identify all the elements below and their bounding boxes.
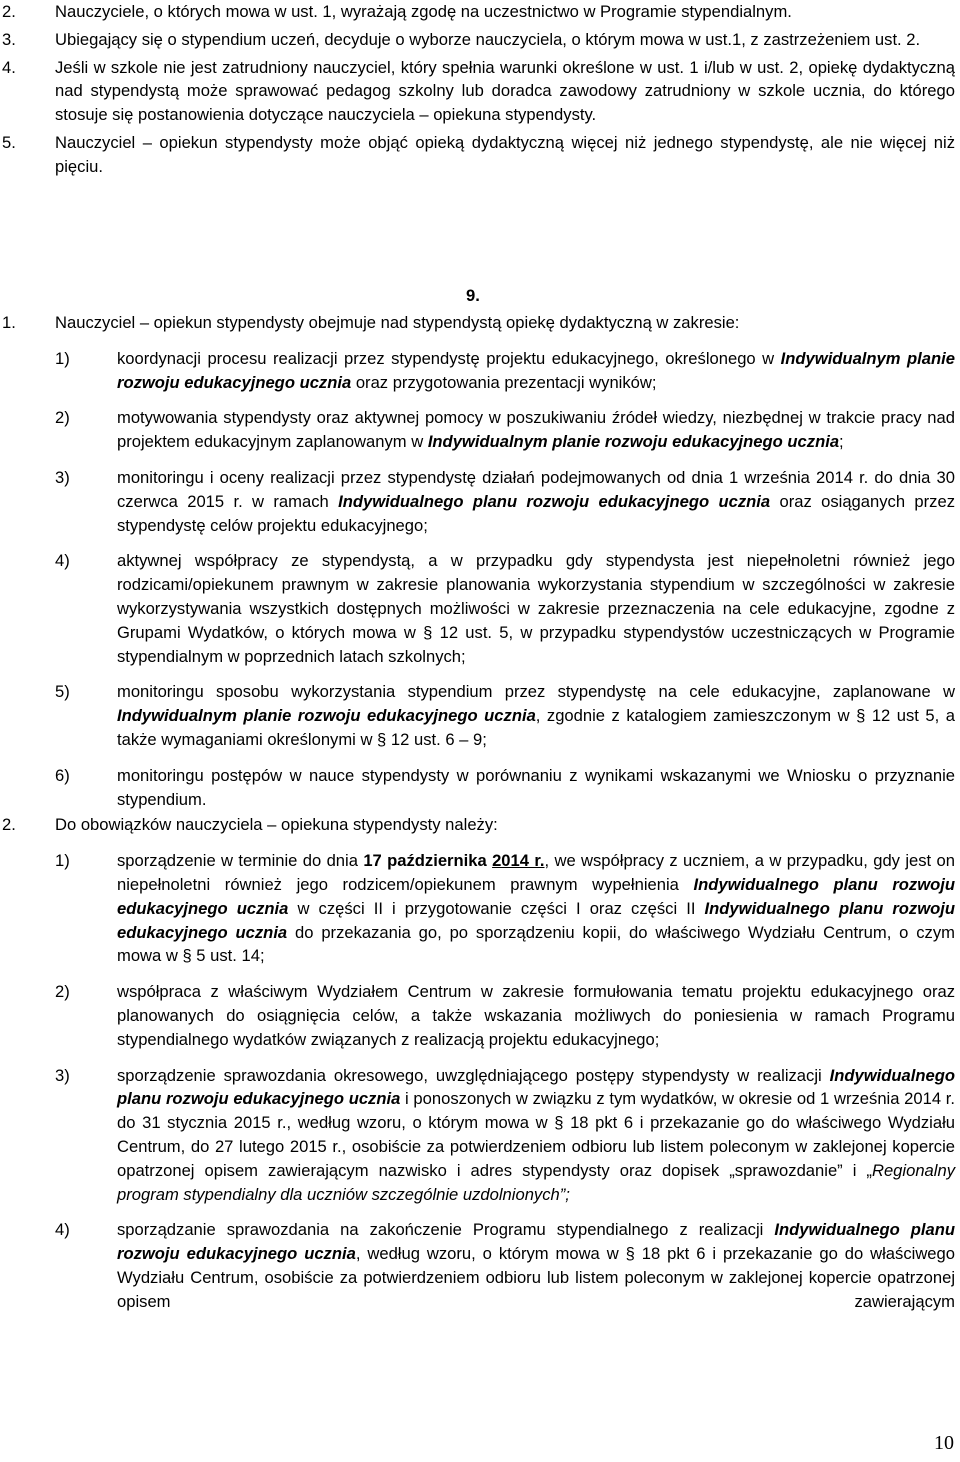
list-item xyxy=(55,680,955,751)
list-item xyxy=(55,466,955,537)
page-number: 10 xyxy=(934,1432,954,1454)
paragraph-text: Jeśli w szkole nie jest zatrudniony nauczyciel, który spełnia warunki określone w ust. 1 i/lub w ust. 2, opiekę dydaktyczną nad stypendystą może sprawować pedagog szkolny lub doradca zawodowy zatrudniony w szkole ucznia, do którego stosuje się postanowienia dotyczące nauczyciela – opiekuna stypendysty. xyxy=(55,57,955,125)
list-item xyxy=(55,1218,955,1313)
list-item-text: monitoringu postępów w nauce stypendysty w porównaniu z wynikami wskazanymi we Wniosku o przyznanie stypendium. xyxy=(117,765,955,809)
paragraph-number: 5. xyxy=(2,132,16,152)
paragraph-intro: Do obowiązków nauczyciela – opiekuna stypendysty należy: xyxy=(55,815,498,835)
paragraph-number: 3. xyxy=(2,29,16,49)
paragraph-intro: Nauczyciel – opiekun stypendysty obejmuje nad stypendystą opiekę dydaktyczną w zakresie: xyxy=(55,313,740,332)
list-item-text: monitoringu sposobu wykorzystania stypendium przez stypendystę na cele edukacyjne, zaplanowane w Indywidualnym planie rozwoju edukacyjnego ucznia, zgodnie z katalogiem zamieszczonym w § 12 ust 5, a także wymaganiami określonymi w § 12 ust. 6 – 9; xyxy=(117,682,955,749)
list-item-number: 4) xyxy=(55,1220,70,1240)
paragraph-text: Ubiegający się o stypendium uczeń, decyduje o wyborze nauczyciela, o którym mowa w ust.1, z zastrzeżeniem ust. 2. xyxy=(55,29,921,49)
list-item-text: sporządzenie w terminie do dnia 17 października 2014 r., we współpracy z uczniem, a w przypadku, gdy jest on niepełnoletni również jego rodzicem/opiekunem prawnym wypełnienia Indywidualnego planu rozwoju edukacyjnego ucznia w części II i przygotowanie części I oraz części II Indywidualnego planu rozwoju edukacyjnego ucznia do przekazania go, po sporządzeniu kopii, do właściwego Wydziału Centrum, o czym mowa w § 5 ust. 14; xyxy=(117,851,956,966)
list-item-text: sporządzanie sprawozdania na zakończenie Programu stypendialnego z realizacji Indywidualnego planu rozwoju edukacyjnego ucznia, według wzoru, o którym mowa w § 18 pkt 6 i przekazanie go do właściwego Wydziału Centrum, osobiście za potwierdzeniem odbioru lub listem poleconym w zaklejonej kopercie opatrzonej opisem zawierającym xyxy=(117,1220,955,1311)
list-item-text: monitoringu i oceny realizacji przez stypendystę działań podejmowanych od dnia 1 września 2014 r. do dnia 30 czerwca 2015 r. w ramach Indywidualnego planu rozwoju edukacyjnego ucznia oraz osiąganych przez stypendystę celów projektu edukacyjnego; xyxy=(117,467,956,535)
list-item-text: współpraca z właściwym Wydziałem Centrum w zakresie formułowania tematu projektu edukacyjnego oraz planowanych do osiągnięcia celów, a także wskazania możliwych do poniesienia w ramach Programu stypendialnego wydatków związanych z realizacją projektu edukacyjnego; xyxy=(117,982,955,1049)
list-item-number: 1) xyxy=(55,348,70,368)
paragraph-number: 2. xyxy=(2,815,16,835)
list-item-number: 5) xyxy=(55,682,70,702)
list-item xyxy=(55,980,955,1051)
section-9-body xyxy=(0,311,955,1313)
list-item-text: sporządzenie sprawozdania okresowego, uwzględniającego postępy stypendysty w realizacji Indywidualnego planu rozwoju edukacyjnego ucznia i ponoszonych w związku z tym wydatków, w okresie od 1 września 2014 r. do 31 stycznia 2015 r., według wzoru, o którym mowa w § 18 pkt 6 i przekazanie go do właściwego Wydziału Centrum, do 27 lutego 2015 r., osobiście za potwierdzeniem odbioru lub listem poleconym w zaklejonej kopercie opatrzonej opisem zawierającym nazwisko i adres stypendysty oraz dopisek „sprawozdanie” i „Regionalny program stypendialny dla uczniów szczególnie uzdolnionych”; xyxy=(117,1065,956,1204)
list-item xyxy=(55,849,955,968)
list-item xyxy=(55,406,955,454)
paragraph-2 xyxy=(0,0,955,24)
section-9-paragraph-2 xyxy=(0,813,955,837)
list-item-number: 2) xyxy=(55,408,70,428)
paragraph-number: 4. xyxy=(2,57,16,77)
list-item-text: motywowania stypendysty oraz aktywnej pomocy w poszukiwaniu źródeł wiedzy, niezbędnej w trakcie pracy nad projektem edukacyjnym zaplanowanym w Indywidualnym planie rozwoju edukacyjnego ucznia; xyxy=(117,408,955,452)
paragraph-4 xyxy=(0,56,955,127)
list-item-number: 1) xyxy=(55,851,70,871)
list-item-number: 3) xyxy=(55,1065,70,1085)
section-heading: 9. xyxy=(466,286,480,305)
list-item-text: koordynacji procesu realizacji przez stypendystę projektu edukacyjnego, określonego w Indywidualnym planie rozwoju edukacyjnego ucznia oraz przygotowania prezentacji wyników; xyxy=(117,348,955,392)
paragraph-5 xyxy=(0,131,955,179)
list-item-number: 3) xyxy=(55,467,70,487)
section-9-paragraph-1 xyxy=(0,311,955,335)
paragraph-text: Nauczyciel – opiekun stypendysty może objąć opieką dydaktyczną więcej niż jednego stypendystę, ale nie więcej niż pięciu. xyxy=(55,132,955,176)
paragraph-3 xyxy=(0,28,955,52)
list-item-text: aktywnej współpracy ze stypendystą, a w przypadku gdy stypendysta jest niepełnoletni również jego rodzicami/opiekunem prawnym w zakresie planowania wykorzystania stypendium w szczególności w zakresie wykorzystywania wszystkich dostępnych możliwości w zakresie przeznaczenia na cele edukacyjne, zgodne z Grupami Wydatków, o których mowa w § 12 ust. 5, w przypadku stypendystów uczestniczących w Programie stypendialnym w poprzednich latach szkolnych; xyxy=(117,551,955,666)
paragraph-number: 1. xyxy=(2,313,16,332)
list-item xyxy=(55,1064,955,1207)
list-item xyxy=(55,347,955,395)
list-item-number: 4) xyxy=(55,551,70,571)
list-item-number: 2) xyxy=(55,982,70,1002)
paragraph-number: 2. xyxy=(2,2,16,21)
paragraph-text: Nauczyciele, o których mowa w ust. 1, wyrażają zgodę na uczestnictwo w Programie stypendialnym. xyxy=(55,2,792,21)
list-item-number: 6) xyxy=(55,765,70,785)
list-item xyxy=(55,549,955,668)
top-paragraphs xyxy=(0,0,955,179)
list-item xyxy=(55,764,955,812)
